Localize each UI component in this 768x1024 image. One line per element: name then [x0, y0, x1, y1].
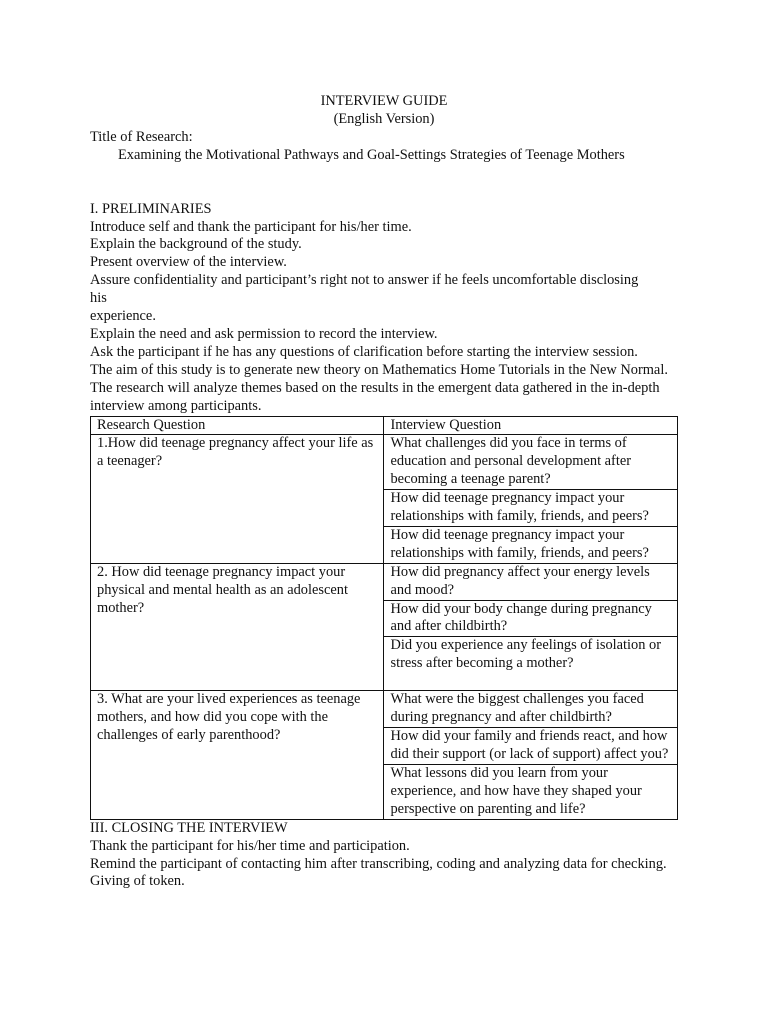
preliminary-item: Introduce self and thank the participant for his/her time.	[90, 218, 412, 235]
confidentiality-line: his	[90, 290, 107, 307]
preliminary-item: Present overview of the interview.	[90, 254, 287, 271]
research-question-3: 3. What are your lived experiences as teenage mothers, and how did you cope with the challenges of early parenthood?	[91, 691, 384, 819]
interview-question: How did your body change during pregnancy and after childbirth?	[384, 600, 678, 637]
table-row	[91, 563, 678, 600]
table-row	[91, 435, 678, 490]
closing-item: Remind the participant of contacting him after transcribing, coding and analyzing data for checking.	[90, 855, 667, 872]
question-table	[90, 416, 678, 820]
preliminary-item: Ask the participant if he has any questions of clarification before starting the interview session.	[90, 343, 638, 360]
interview-question: What were the biggest challenges you faced during pregnancy and after childbirth?	[384, 691, 678, 728]
document-page	[90, 93, 678, 891]
preliminary-item: Explain the background of the study.	[90, 236, 302, 253]
section-heading-preliminaries: I. PRELIMINARIES	[90, 200, 212, 217]
document-title: INTERVIEW GUIDE	[320, 93, 448, 109]
preliminary-item: Explain the need and ask permission to record the interview.	[90, 325, 438, 342]
spacer	[90, 165, 678, 201]
interview-question: What challenges did you face in terms of education and personal development after becoming a teenage parent?	[384, 435, 678, 490]
interview-question: How did your family and friends react, and how did their support (or lack of support) affect you?	[384, 728, 678, 765]
interview-question: How did pregnancy affect your energy levels and mood?	[384, 563, 678, 600]
research-question-1: 1.How did teenage pregnancy affect your life as a teenager?	[91, 435, 384, 563]
table-row	[91, 691, 678, 728]
column-header-interview: Interview Question	[384, 416, 678, 435]
interview-question: Did you experience any feelings of isolation or stress after becoming a mother?	[384, 637, 678, 691]
closing-item: Giving of token.	[90, 873, 185, 890]
study-aim: The aim of this study is to generate new theory on Mathematics Home Tutorials in the New Normal. The research will analyze themes based on the results in the emergent data gathered in the in-depth interview among participants.	[90, 361, 668, 414]
confidentiality-line: experience.	[90, 308, 156, 325]
research-label: Title of Research:	[90, 128, 193, 145]
interview-question: What lessons did you learn from your experience, and how have they shaped your perspective on parenting and life?	[384, 765, 678, 820]
interview-question: How did teenage pregnancy impact your relationships with family, friends, and peers?	[384, 490, 678, 527]
closing-item: Thank the participant for his/her time and participation.	[90, 837, 410, 854]
research-title: Examining the Motivational Pathways and Goal-Settings Strategies of Teenage Mothers	[118, 146, 625, 163]
document-subtitle: (English Version)	[333, 110, 435, 127]
column-header-research: Research Question	[91, 416, 384, 435]
interview-question: How did teenage pregnancy impact your relationships with family, friends, and peers?	[384, 526, 678, 563]
section-heading-closing: III. CLOSING THE INTERVIEW	[90, 819, 288, 836]
confidentiality-line: Assure confidentiality and participant’s right not to answer if he feels uncomfortable disclosing	[90, 272, 639, 289]
research-question-2: 2. How did teenage pregnancy impact your physical and mental health as an adolescent mother?	[91, 563, 384, 691]
table-header-row	[91, 416, 678, 435]
